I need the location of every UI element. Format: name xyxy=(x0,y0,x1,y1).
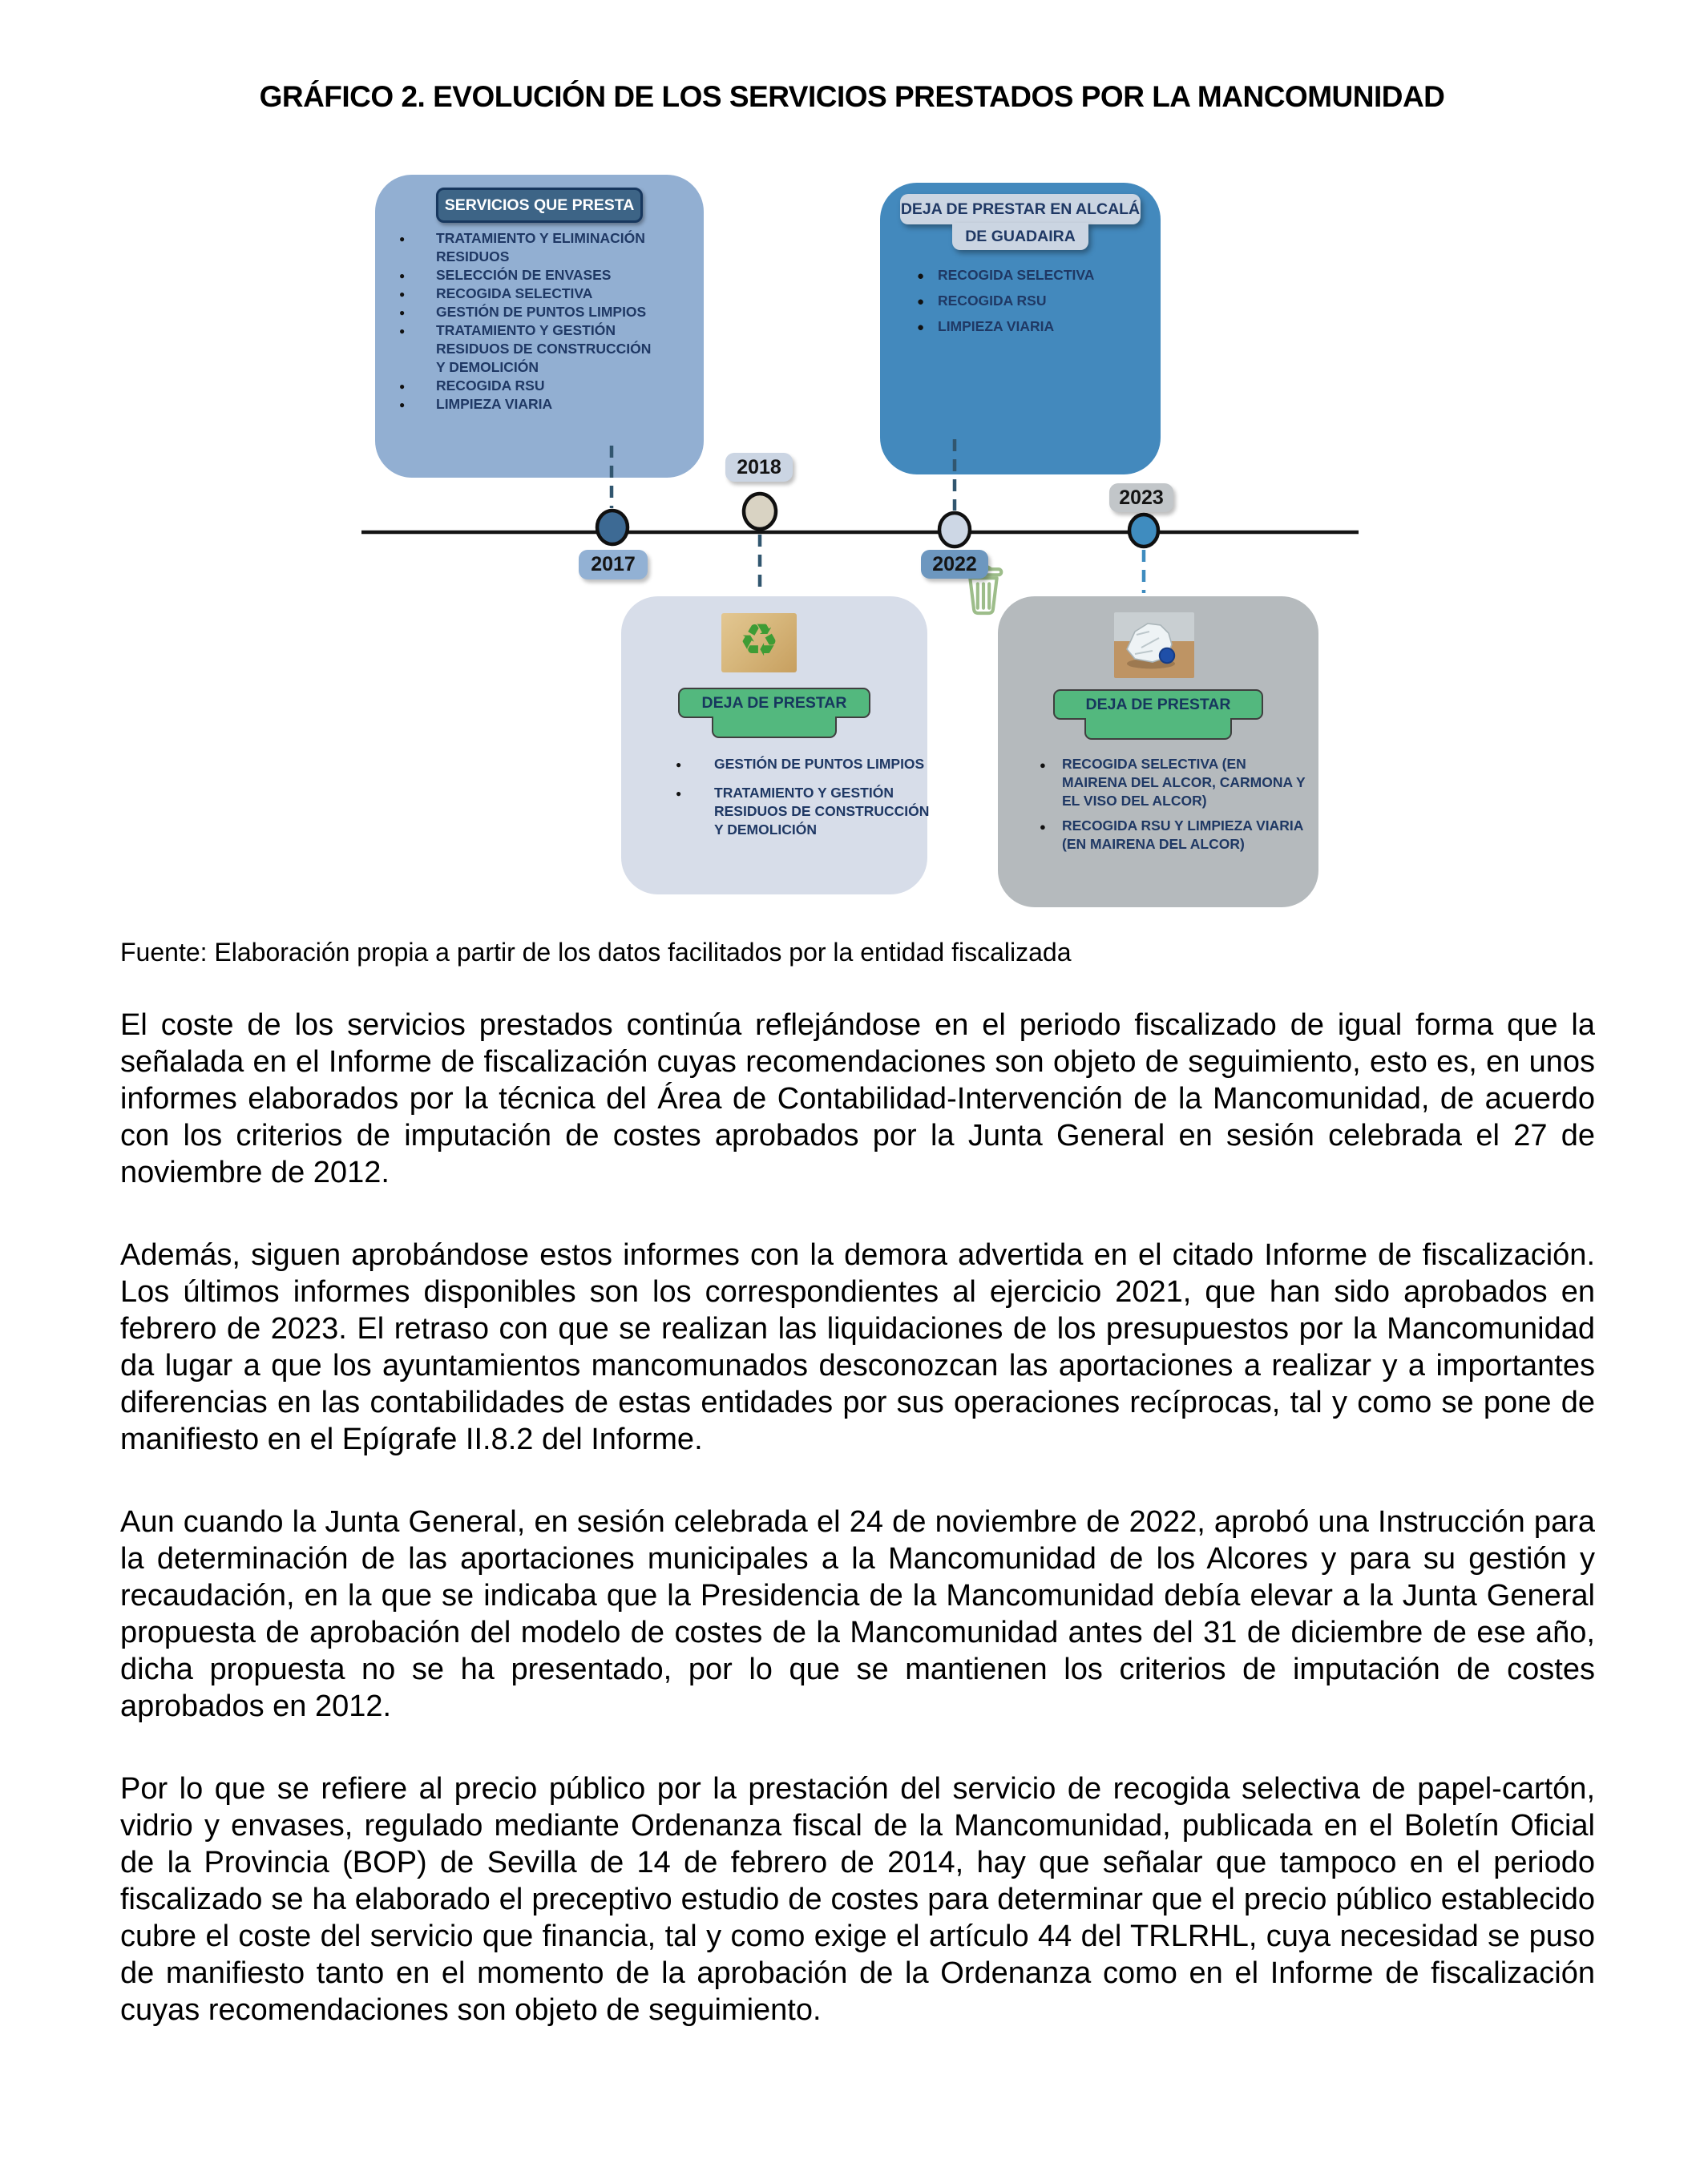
year-badge-2018: 2018 xyxy=(725,453,793,482)
timeline-dot-2022 xyxy=(939,513,970,547)
list-item: ● TRATAMIENTO Y ELIMINACIÓN RESIDUOS xyxy=(399,229,664,266)
box-servicios-que-presta xyxy=(375,175,704,478)
list-item: ● TRATAMIENTO Y GESTIÓN RESIDUOS DE CONSTRUCCIÓN Y DEMOLICIÓN xyxy=(676,784,932,839)
list-item: ● RECOGIDA SELECTIVA (EN MAIRENA DEL ALCOR, CARMONA Y EL VISO DEL ALCOR) xyxy=(1040,755,1314,810)
box-alcala-header xyxy=(900,194,1141,250)
year-badge-2022: 2022 xyxy=(921,550,988,579)
page-title: GRÁFICO 2. EVOLUCIÓN DE LOS SERVICIOS PRESTADOS POR LA MANCOMUNIDAD xyxy=(259,80,1445,113)
year-badge-2023: 2023 xyxy=(1109,483,1173,512)
deja-de-prestar-label-2023: DEJA DE PRESTAR xyxy=(998,689,1318,740)
alcala-list xyxy=(917,266,1141,343)
timeline-dot-2023 xyxy=(1129,515,1158,547)
box-alcala-header-line1: DEJA DE PRESTAR EN ALCALÁ xyxy=(900,194,1141,224)
list-item: ● RECOGIDA RSU xyxy=(399,377,664,395)
plastic-bottle-photo xyxy=(1114,612,1194,678)
recycle-glyph: ♻ xyxy=(738,615,780,667)
list-item: ● RECOGIDA SELECTIVA xyxy=(917,266,1141,285)
deja-2023-list xyxy=(1040,755,1314,860)
list-item: ● LIMPIEZA VIARIA xyxy=(917,317,1141,336)
box-deja-de-prestar-alcala xyxy=(880,183,1161,474)
timeline-dot-2017 xyxy=(597,511,628,544)
list-item: ● GESTIÓN DE PUNTOS LIMPIOS xyxy=(399,303,664,321)
deja-2018-list xyxy=(676,755,932,850)
box-alcala-header-line2: DE GUADAIRA xyxy=(952,223,1088,250)
servicios-list xyxy=(399,229,664,414)
box-deja-de-prestar-2018 xyxy=(621,596,930,894)
paragraph-4: Por lo que se refiere al precio público por la prestación del servicio de recogida selectiva de papel-cartón, vidrio y envases, regulado mediante Ordenanza fiscal de la Mancomunidad, publicada en el Boletín Oficial de la Provincia (BOP) de Sevilla de 14 de febrero de 2014, hay que señalar que tampoco en el periodo fiscalizado se ha elaborado el preceptivo estudio de costes para determinar que el precio público establecido cubre el coste del servicio que financia, tal y como exige el artículo 44 del TRLRHL, cuya necesidad se puso de manifiesto tanto en el momento de la aprobación de la Ordenanza como en el Informe de fiscalización cuyas recomendaciones son objeto de seguimiento. xyxy=(120,1772,1595,2027)
list-item: ● RECOGIDA RSU Y LIMPIEZA VIARIA (EN MAIRENA DEL ALCOR) xyxy=(1040,817,1314,854)
list-item: ● GESTIÓN DE PUNTOS LIMPIOS xyxy=(676,755,932,773)
list-item: ● SELECCIÓN DE ENVASES xyxy=(399,266,664,285)
paragraph-3: Aun cuando la Junta General, en sesión celebrada el 24 de noviembre de 2022, aprobó una Instrucción para la determinación de las aportaciones municipales a la Mancomunidad de los Alcores y para su gestión y recaudación, en la que se indicaba que la Presidencia de la Mancomunidad debía elevar a la Junta General propuesta de aprobación del modelo de costes de la Mancomunidad antes del 31 de diciembre de ese año, dicha propuesta no se ha presentado, por lo que se mantienen los criterios de imputación de costes aprobados en 2012. xyxy=(120,1505,1595,1723)
paragraph-2: Además, siguen aprobándose estos informes con la demora advertida en el citado Informe de fiscalización. Los últimos informes disponibles son los correspondientes al ejercicio 2021, que han sido aprobados en febrero de 2023. El retraso con que se realizan las liquidaciones de los presupuestos por la Mancomunidad da lugar a que los ayuntamientos mancomunados desconozcan las aportaciones a realizar y a importantes diferencias en las contabilidades de estas entidades por sus operaciones recíprocas, tal y como se pone de manifiesto en el Epígrafe II.8.2 del Informe. xyxy=(120,1238,1595,1456)
year-badge-2017: 2017 xyxy=(579,550,648,579)
box-servicios-header: SERVICIOS QUE PRESTA xyxy=(436,188,643,223)
paragraph-1: El coste de los servicios prestados continúa reflejándose en el periodo fiscalizado de igual forma que la señalada en el Informe de fiscalización cuyas recomendaciones son objeto de seguimiento, esto es, en unos informes elaborados por la técnica del Área de Contabilidad-Intervención de la Mancomunidad, de acuerdo con los criterios de imputación de costes aprobados por la Junta General en sesión celebrada el 27 de noviembre de 2012. xyxy=(120,1008,1595,1189)
timeline-dot-2018 xyxy=(744,494,776,529)
list-item: ● LIMPIEZA VIARIA xyxy=(399,395,664,414)
list-item: ● RECOGIDA RSU xyxy=(917,292,1141,310)
deja-de-prestar-label-2018: DEJA DE PRESTAR xyxy=(621,688,927,738)
body-text xyxy=(120,936,1595,2074)
box-deja-de-prestar-2023 xyxy=(998,596,1318,907)
list-item: ● RECOGIDA SELECTIVA xyxy=(399,285,664,303)
list-item: ● TRATAMIENTO Y GESTIÓN RESIDUOS DE CONSTRUCCIÓN Y DEMOLICIÓN xyxy=(399,321,664,377)
recycling-symbol-icon xyxy=(721,613,797,672)
source-note: Fuente: Elaboración propia a partir de los datos facilitados por la entidad fiscalizada xyxy=(120,938,1072,967)
